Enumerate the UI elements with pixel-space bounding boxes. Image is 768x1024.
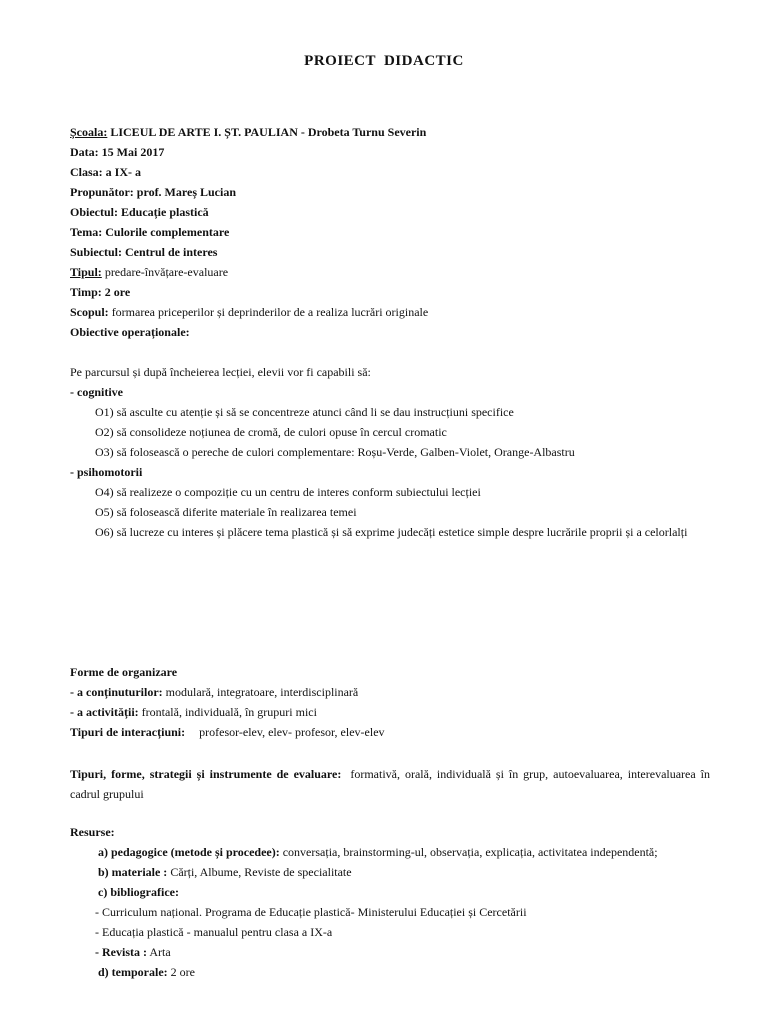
bibliography-magazine — [95, 944, 171, 960]
field-topic — [70, 244, 217, 260]
resource-label: bibliografice: — [110, 885, 179, 899]
resource-label: temporale: — [111, 965, 168, 979]
interaction-label: Tipuri de interacțiuni: — [70, 725, 186, 739]
resource-label: pedagogice (metode și procedee): — [111, 845, 280, 859]
resource-value: 2 ore — [170, 965, 195, 979]
evaluation-value: formativă, orală, individuală și în grup, autoevaluarea, interevaluarea în cadrul grupului — [70, 767, 711, 801]
objective-item: O6) să lucreze cu interes și plăcere tema plastică și să exprime judecăți estetice simple despre lucrările proprii și a celorlalți — [95, 525, 688, 539]
field-theme — [70, 224, 229, 240]
magazine-label: - Revista : — [95, 945, 147, 959]
field-label: Subiectul: — [70, 245, 123, 259]
field-label: Școala: — [70, 125, 108, 139]
resource-label: materiale : — [111, 865, 168, 879]
bibliography-item: - Curriculum național. Programa de Educație plastică- Ministerului Educației și Cercetării — [95, 905, 527, 919]
evaluation-label: Tipuri, forme, strategii și instrumente de evaluare: — [70, 767, 342, 781]
field-value: Centrul de interes — [125, 245, 218, 259]
forms-activity — [70, 704, 317, 720]
field-value: 15 Mai 2017 — [101, 145, 165, 159]
field-value: LICEUL DE ARTE I. ȘT. PAULIAN - Drobeta Turnu Severin — [110, 125, 427, 139]
field-label: Tema: — [70, 225, 103, 239]
objective-item: O5) să folosească diferite materiale în realizarea temei — [95, 505, 357, 519]
resource-value: Cărți, Albume, Reviste de specialitate — [170, 865, 352, 879]
magazine-value: Arta — [149, 945, 171, 959]
field-label: Data: — [70, 145, 99, 159]
field-time — [70, 284, 130, 300]
forms-activity-label: - a activității: — [70, 705, 139, 719]
resource-marker: d) — [98, 965, 109, 979]
field-value: predare-învățare-evaluare — [104, 265, 229, 279]
field-value: formarea priceperilor și deprinderilor de a realiza lucrări originale — [111, 305, 429, 319]
field-label: Tipul: — [70, 265, 102, 279]
field-value: Educație plastică — [121, 205, 209, 219]
field-school — [70, 124, 426, 140]
resource-materials — [98, 864, 352, 880]
resource-temporal — [98, 964, 195, 980]
field-value: Culorile complementare — [105, 225, 230, 239]
resource-marker: a) — [98, 845, 108, 859]
resource-pedagogical — [98, 844, 658, 860]
field-value: 2 ore — [104, 285, 131, 299]
objective-item: O3) să folosească o pereche de culori complementare: Roșu-Verde, Galben-Violet, Orange-Albastru — [95, 445, 575, 459]
document-title: PROIECT DIDACTIC — [304, 53, 464, 69]
interaction-types — [70, 724, 385, 740]
field-proposer — [70, 184, 236, 200]
evaluation-paragraph — [70, 764, 710, 804]
bibliography-item: - Educația plastică - manualul pentru clasa a IX-a — [95, 925, 333, 939]
field-class — [70, 164, 141, 180]
field-label: Obiectul: — [70, 205, 118, 219]
resource-bibliographic — [98, 884, 179, 900]
field-label: Clasa: — [70, 165, 103, 179]
interaction-value: profesor-elev, elev- profesor, elev-elev — [199, 725, 385, 739]
forms-activity-value: frontală, individuală, în grupuri mici — [141, 705, 317, 719]
field-purpose — [70, 304, 428, 320]
field-value: a IX- a — [105, 165, 142, 179]
field-label: Timp: — [70, 285, 102, 299]
forms-heading: Forme de organizare — [70, 665, 178, 679]
objective-item: O2) să consolideze noțiunea de cromă, de culori opuse în cercul cromatic — [95, 425, 447, 439]
objectives-intro: Pe parcursul și după încheierea lecției, elevii vor fi capabili să: — [70, 365, 371, 379]
field-value: prof. Mareș Lucian — [136, 185, 237, 199]
cognitive-heading: - cognitive — [70, 385, 123, 399]
field-type — [70, 264, 228, 280]
field-subject-matter — [70, 204, 209, 220]
resource-value: conversația, brainstorming-ul, observația, explicația, activitatea independentă; — [282, 845, 658, 859]
resource-marker: c) — [98, 885, 108, 899]
forms-content-label: - a conținuturilor: — [70, 685, 163, 699]
forms-content-value: modulară, integratoare, interdisciplinară — [165, 685, 359, 699]
objectives-heading: Obiective operaționale: — [70, 325, 190, 339]
psychomotor-heading: - psihomotorii — [70, 465, 143, 479]
objective-item: O4) să realizeze o compoziție cu un centru de interes conform subiectului lecției — [95, 485, 481, 499]
objective-item: O1) să asculte cu atenție și să se concentreze atunci când li se dau instrucțiuni specifice — [95, 405, 514, 419]
field-label: Propunător: — [70, 185, 134, 199]
resource-marker: b) — [98, 865, 109, 879]
field-date — [70, 144, 164, 160]
forms-content — [70, 684, 358, 700]
resources-heading: Resurse: — [70, 825, 115, 839]
field-label: Scopul: — [70, 305, 109, 319]
